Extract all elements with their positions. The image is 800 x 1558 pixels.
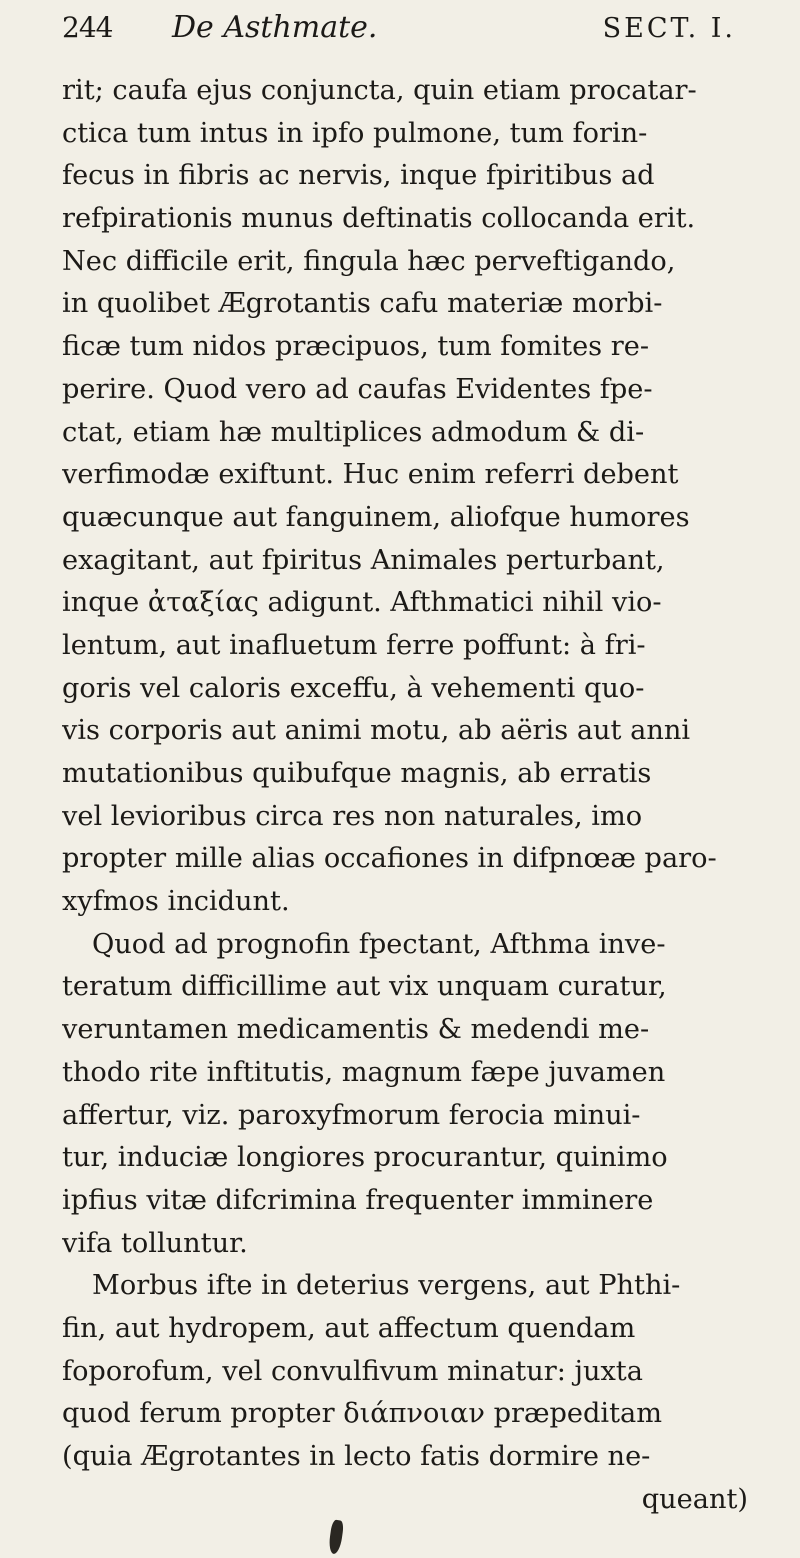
text-line: goris vel caloris exceffu, à vehementi quo- — [62, 672, 645, 704]
text-line: quæcunque aut fanguinem, aliofque humores — [62, 501, 690, 533]
text-line: ipfius vitæ difcrimina frequenter imminere — [62, 1184, 654, 1216]
text-line: vis corporis aut animi motu, ab aëris aut anni — [62, 715, 691, 747]
text-line: ctat, etiam hæ multiplices admodum & di- — [62, 416, 645, 448]
text-line: teratum difficillime aut vix unquam curatur, — [62, 971, 667, 1003]
text-line: Nec difficile erit, fingula hæc perveftigando, — [62, 245, 676, 277]
text-line: verfimodæ exiftunt. Huc enim referri debent — [62, 459, 679, 491]
body-text — [62, 70, 756, 1521]
running-title: De Asthmate. — [172, 10, 378, 45]
text-line: lentum, aut inafluetum ferre poffunt: à fri- — [62, 629, 646, 661]
text-line: affertur, viz. paroxyfmorum ferocia minui- — [62, 1099, 641, 1131]
text-line: rit; caufa ejus conjuncta, quin etiam procatar- — [62, 75, 697, 106]
text-line: vifa tolluntur. — [62, 1227, 248, 1259]
text-line: vel levioribus circa res non naturales, imo — [62, 800, 643, 832]
text-line: in quolibet Ægrotantis cafu materiæ morbi- — [62, 288, 663, 320]
text-line: inque ἀταξίας adigunt. Afthmatici nihil vio- — [62, 587, 662, 619]
text-line: veruntamen medicamentis & medendi me- — [62, 1014, 650, 1046]
text-line: xyfmos incidunt. — [62, 886, 290, 918]
text-line: refpirationis munus deftinatis collocanda erit. — [62, 203, 696, 235]
text-line: exagitant, aut fpiritus Animales perturbant, — [62, 544, 665, 576]
ink-mark-icon — [328, 1519, 345, 1554]
text-line: tur, induciæ longiores procurantur, quinimo — [62, 1142, 668, 1174]
paragraph-start-line: Quod ad prognofin fpectant, Afthma inve- — [92, 928, 666, 960]
text-line: (quia Ægrotantes in lecto fatis dormire ne- — [62, 1441, 651, 1472]
text-line: thodo rite inftitutis, magnum fæpe juvamen — [62, 1056, 666, 1088]
section-label: SECT. I. — [602, 13, 736, 44]
text-line: quod ferum propter διάπνοιαν præpeditam — [62, 1398, 663, 1430]
text-line: ctica tum intus in ipfo pulmone, tum forin- — [62, 117, 648, 149]
text-line: fecus in fibris ac nervis, inque fpiritibus ad — [62, 160, 655, 192]
text-line: mutationibus quibufque magnis, ab erratis — [62, 758, 652, 789]
running-head — [62, 10, 756, 66]
page-number: 244 — [62, 11, 113, 44]
text-line: ficæ tum nidos præcipuos, tum fomites re- — [62, 331, 650, 363]
text-line: propter mille alias occafiones in difpnœæ paro- — [62, 843, 717, 875]
catchword-line: queant) — [641, 1483, 748, 1515]
text-line: fin, aut hydropem, aut affectum quendam — [62, 1312, 636, 1344]
text-line: perire. Quod vero ad caufas Evidentes fpe- — [62, 373, 653, 405]
paragraph-start-line: Morbus ifte in deterius vergens, aut Phthi- — [92, 1270, 681, 1302]
text-line: foporofum, vel convulfivum minatur: juxta — [62, 1355, 643, 1387]
